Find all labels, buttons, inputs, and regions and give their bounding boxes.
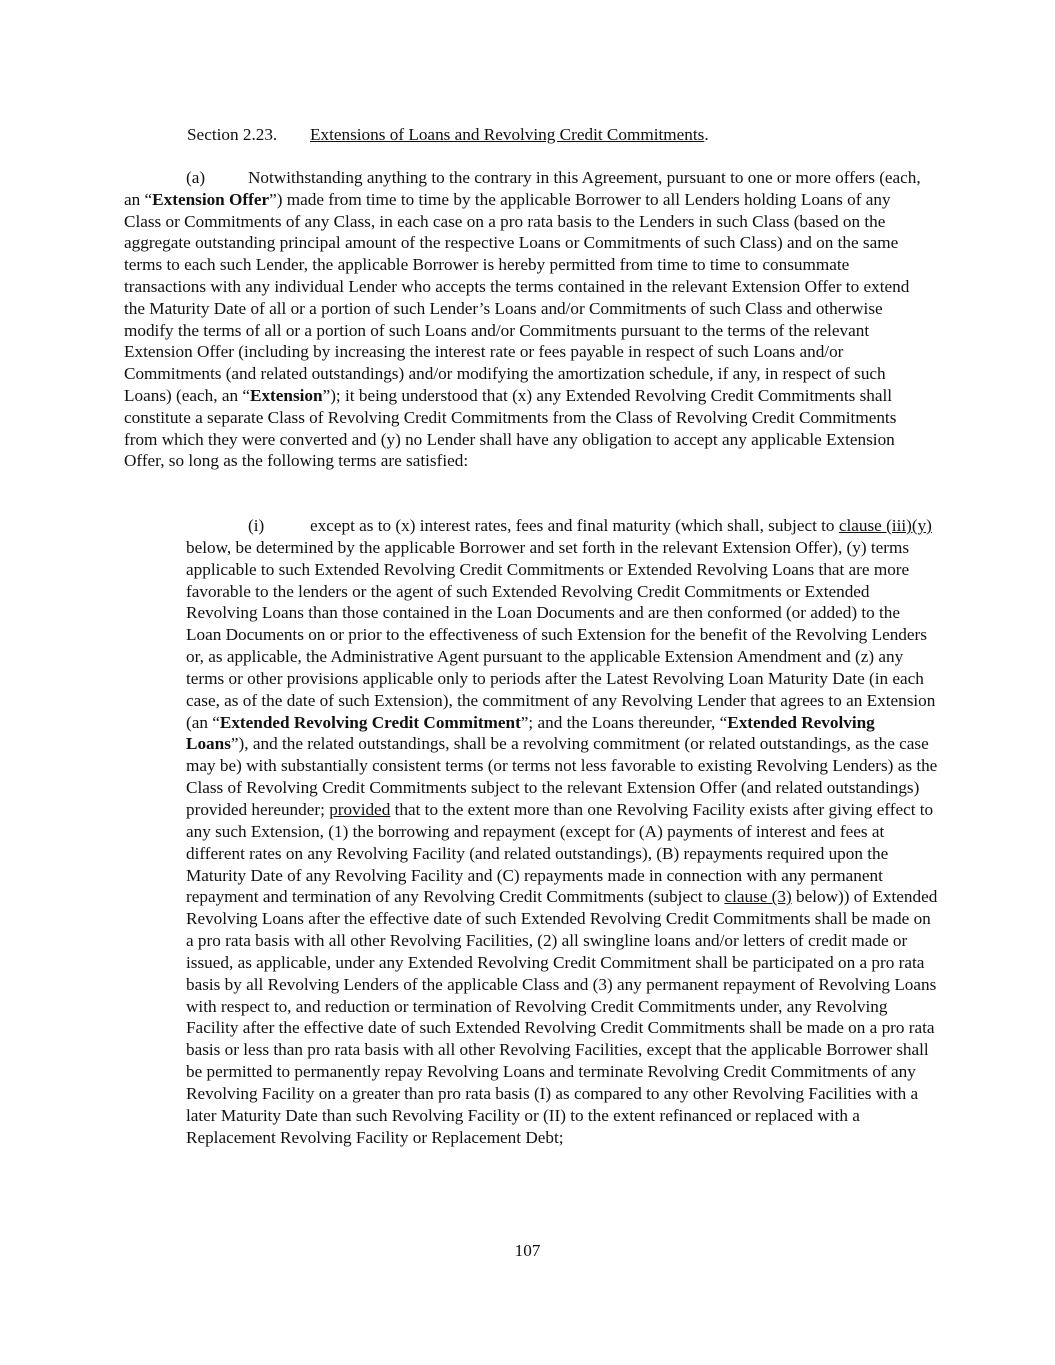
cross-reference-clause-3: clause (3) xyxy=(724,887,792,907)
paragraph-a-text-1: Notwithstanding anything to the contrary in this Agreement, pursuant to one or more offers (each, an “ xyxy=(124,168,921,209)
clause-i-text-4: ”), and the related outstandings, shall be a revolving commitment (or related outstandings, as the case may be) with substantially consistent terms (or terms not less favorable to existing Revolving Lenders) as the Class of Revolving Credit Commitments subject to the relevant Extension Offer (and related outstandings) provided hereunder; xyxy=(186,734,938,819)
clause-i-text-1: except as to (x) interest rates, fees and final maturity (which shall, subject to xyxy=(310,516,839,535)
defined-term-extended-revolving-credit-commitment: Extended Revolving Credit Commitment xyxy=(219,712,521,732)
paragraph-a-text-3: ”); it being understood that (x) any Extended Revolving Credit Commitments shall constitute a separate Class of Revolving Credit Commitments from the Class of Revolving Credit Commitments from which they were converted and (y) no Lender shall have any obligation to accept any applicable Extension Offer, so long as the following terms are satisfied: xyxy=(124,385,897,471)
clause-i-text-3: ”; and the Loans thereunder, “ xyxy=(520,712,728,732)
clause-i-label: (i) xyxy=(248,516,265,535)
section-heading xyxy=(187,124,709,146)
page-number: 107 xyxy=(514,1241,541,1260)
defined-term-extension: Extension xyxy=(249,385,323,405)
defined-term-extended-revolving-loans: Extended Revolving Loans xyxy=(186,712,875,754)
defined-term-extension-offer: Extension Offer xyxy=(152,189,270,209)
section-number: Section 2.23. xyxy=(187,125,278,144)
clause-i-text-5: that to the extent more than one Revolving Facility exists after giving effect to any such Extension, (1) the borrowing and repayment (except for (A) payments of interest and fees at different rates on any Revolving Facility (and related outstandings), (B) repayments required upon the Maturity Date of any Revolving Facility and (C) repayments made in connection with any permanent repayment and termination of any Revolving Credit Commitments (subject to xyxy=(186,799,934,907)
clause-i-text-6: below)) of Extended Revolving Loans after the effective date of such Extended Revolving Credit Commitments shall be made on a pro rata basis with all other Revolving Facilities, (2) all swingline loans and/or letters of credit made or issued, as applicable, under any Extended Revolving Credit Commitment shall be participated on a pro rata basis by all Revolving Lenders of the applicable Class and (3) any permanent repayment of Revolving Loans with respect to, and reduction or termination of Revolving Credit Commitments under, any Revolving Facility after the effective date of such Extended Revolving Credit Commitments shall be made on a pro rata basis or less than pro rata basis with all other Revolving Facilities, except that the applicable Borrower shall be permitted to permanently repay Revolving Loans and terminate Revolving Credit Commitments of any Revolving Facility on a greater than pro rata basis (I) as compared to any other Revolving Facilities with a later Maturity Date than such Revolving Facility or (II) to the extent refinanced or replaced with a Replacement Revolving Facility or Replacement Debt; xyxy=(186,887,938,1147)
proviso-provided: provided xyxy=(329,799,391,819)
paragraph-a-text-2: ”) made from time to time by the applicable Borrower to all Lenders holding Loans of any Class or Commitments of any Class, in each case on a pro rata basis to the Lenders in such Class (based on the aggregate outstanding principal amount of the respective Loans or Commitments of such Class) and on the same terms to each such Lender, the applicable Borrower is hereby permitted from time to time to consummate transactions with any individual Lender who accepts the terms contained in the relevant Extension Offer to extend the Maturity Date of all or a portion of such Lender’s Loans and/or Commitments of such Class and otherwise modify the terms of all or a portion of such Loans and/or Commitments pursuant to the terms of the relevant Extension Offer (including by increasing the interest rate or fees payable in respect of such Loans and/or Commitments (and related outstandings) and/or modifying the amortization schedule, if any, in respect of such Loans) (each, an “ xyxy=(124,189,910,405)
clause-i-text-2: below, be determined by the applicable Borrower and set forth in the relevant Extension Offer), (y) terms applicable to such Extended Revolving Credit Commitments or Extended Revolving Loans that are more favorable to the lenders or the agent of such Extended Revolving Credit Commitments or Extended Revolving Loans than those contained in the Loan Documents and are then conformed (or added) to the Loan Documents on or prior to the effectiveness of such Extension for the benefit of the Revolving Lenders or, as applicable, the Administrative Agent pursuant to the applicable Extension Amendment and (z) any terms or other provisions applicable only to periods after the Latest Revolving Loan Maturity Date (in each case, as of the date of such Extension), the commitment of any Revolving Lender that agrees to an Extension (an “ xyxy=(186,537,936,732)
paragraph-a-label: (a) xyxy=(186,168,206,187)
section-title: Extensions of Loans and Revolving Credit Commitments xyxy=(310,125,705,144)
paragraph-a xyxy=(124,167,932,472)
clause-i xyxy=(186,515,938,1148)
cross-reference-clause-iii-y: clause (iii)(y) xyxy=(838,516,932,535)
section-title-period: . xyxy=(704,125,709,144)
